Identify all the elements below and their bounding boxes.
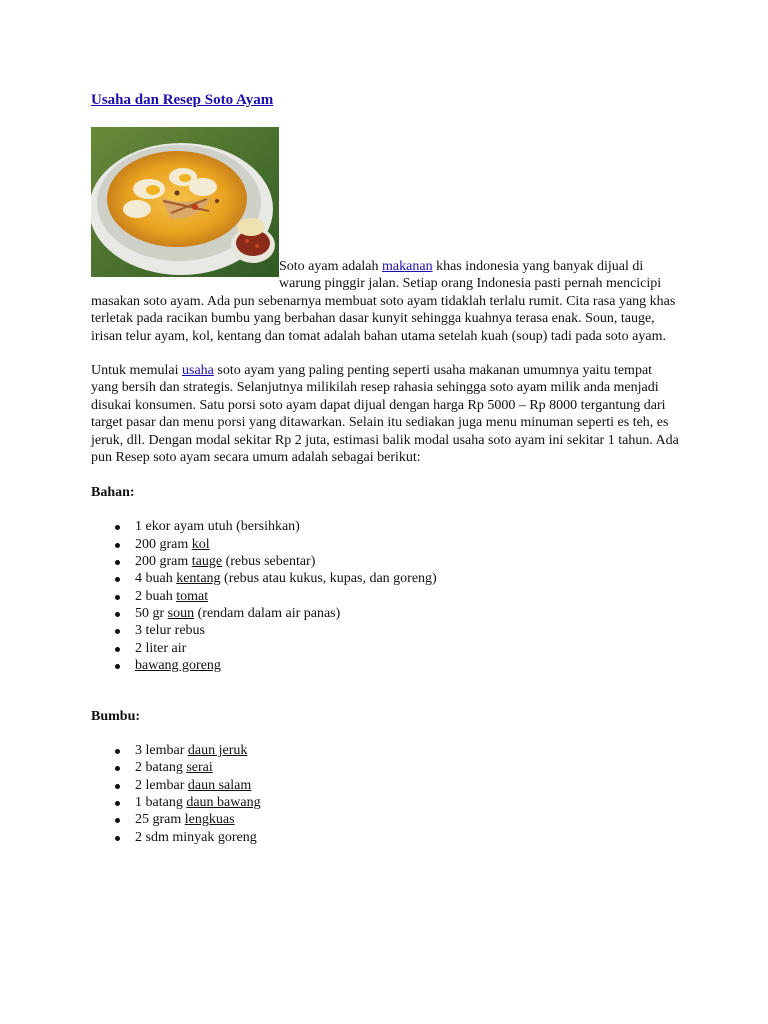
article [91, 90, 681, 846]
list-item-note: (rebus atau kukus, kupas, dan goreng) [220, 571, 437, 587]
list-item-text: 2 sdm minyak goreng [135, 829, 257, 845]
list-item-link[interactable]: daun salam [187, 777, 252, 793]
bahan-heading: Bahan: [91, 485, 135, 501]
list-item [135, 570, 681, 587]
list-item [135, 588, 681, 605]
list-item-text: 3 telur rebus [135, 623, 205, 639]
usaha-link[interactable]: usaha [182, 363, 214, 379]
list-item-link[interactable]: tauge [191, 554, 223, 570]
list-item [135, 605, 681, 622]
list-item [135, 640, 681, 657]
list-item-text: 2 buah [135, 588, 177, 604]
bahan-list [91, 518, 681, 674]
list-item-link[interactable]: daun bawang [186, 795, 261, 811]
list-item [135, 622, 681, 639]
business-paragraph [91, 362, 681, 466]
list-item-text: 1 ekor ayam utuh (bersihkan) [135, 519, 300, 535]
list-item-note: (rendam dalam air panas) [194, 605, 341, 621]
list-item-text: 1 batang [135, 795, 187, 811]
list-item [135, 657, 681, 674]
list-item-link[interactable]: bawang goreng [135, 657, 221, 673]
list-item [135, 518, 681, 535]
soto-ayam-photo [91, 127, 279, 277]
list-item [135, 536, 681, 553]
list-item-text: 4 buah [135, 571, 177, 587]
list-item [135, 777, 681, 794]
list-item-link[interactable]: lengkuas [184, 812, 235, 828]
intro-text-b: khas indonesia yang banyak dijual di warung pinggir jalan. Setiap orang Indonesia pasti pernah mencicipi masakan soto ayam. Ada pun sebenarnya membuat soto ayam tidaklah terlalu rumit. Cita rasa yang khas terletak pada racikan bumbu yang berbahan dasar kunyit sehingga kuahnya terasa enak. Soun, tauge, irisan telur ayam, kol, kentang dan tomat adalah bahan utama setelah kuah (soup) tadi pada soto ayam. [91, 259, 676, 344]
list-item-text: 2 batang [135, 760, 187, 776]
list-item-note: (rebus sebentar) [222, 554, 316, 570]
list-item-text: 25 gram [135, 812, 185, 828]
list-item-link[interactable]: daun jeruk [187, 743, 248, 759]
list-item [135, 759, 681, 776]
list-item [135, 553, 681, 570]
article-title-link[interactable]: Usaha dan Resep Soto Ayam [91, 92, 274, 108]
list-item [135, 811, 681, 828]
list-item-link[interactable]: tomat [176, 588, 209, 604]
list-item-link[interactable]: kentang [176, 571, 221, 587]
intro-text-a: Soto ayam adalah [279, 259, 383, 274]
bumbu-list [91, 742, 681, 846]
business-text-b: soto ayam yang paling penting seperti usaha makanan umumnya yaitu tempat yang bersih dan strategis. Selanjutnya milikilah resep rahasia sehingga soto ayam milik anda menjadi disukai konsumen. Satu porsi soto ayam dapat dijual dengan harga Rp 5000 – Rp 8000 tergantung dari target pasar dan menu porsi yang ditawarkan. Selain itu sediakan juga menu minuman seperti es teh, es jeruk, dll. Dengan modal sekitar Rp 2 juta, estimasi balik modal usaha soto ayam ini sekitar 1 tahun. Ada pun Resep soto ayam secara umum adalah sebagai berikut: [91, 363, 679, 466]
list-item-text: 50 gr [135, 605, 168, 621]
list-item-text: 200 gram [135, 554, 192, 570]
business-text-a: Untuk memulai [91, 363, 182, 379]
list-item-link[interactable]: soun [167, 605, 195, 621]
makanan-link[interactable]: makanan [382, 259, 433, 274]
list-item [135, 829, 681, 846]
list-item [135, 742, 681, 759]
list-item [135, 794, 681, 811]
list-item-text: 2 lembar [135, 777, 188, 793]
bumbu-heading: Bumbu: [91, 709, 141, 725]
list-item-link[interactable]: kol [191, 536, 210, 552]
list-item-text: 2 liter air [135, 640, 187, 656]
list-item-text: 200 gram [135, 536, 192, 552]
list-item-text: 3 lembar [135, 743, 188, 759]
list-item-link[interactable]: serai [186, 760, 213, 776]
